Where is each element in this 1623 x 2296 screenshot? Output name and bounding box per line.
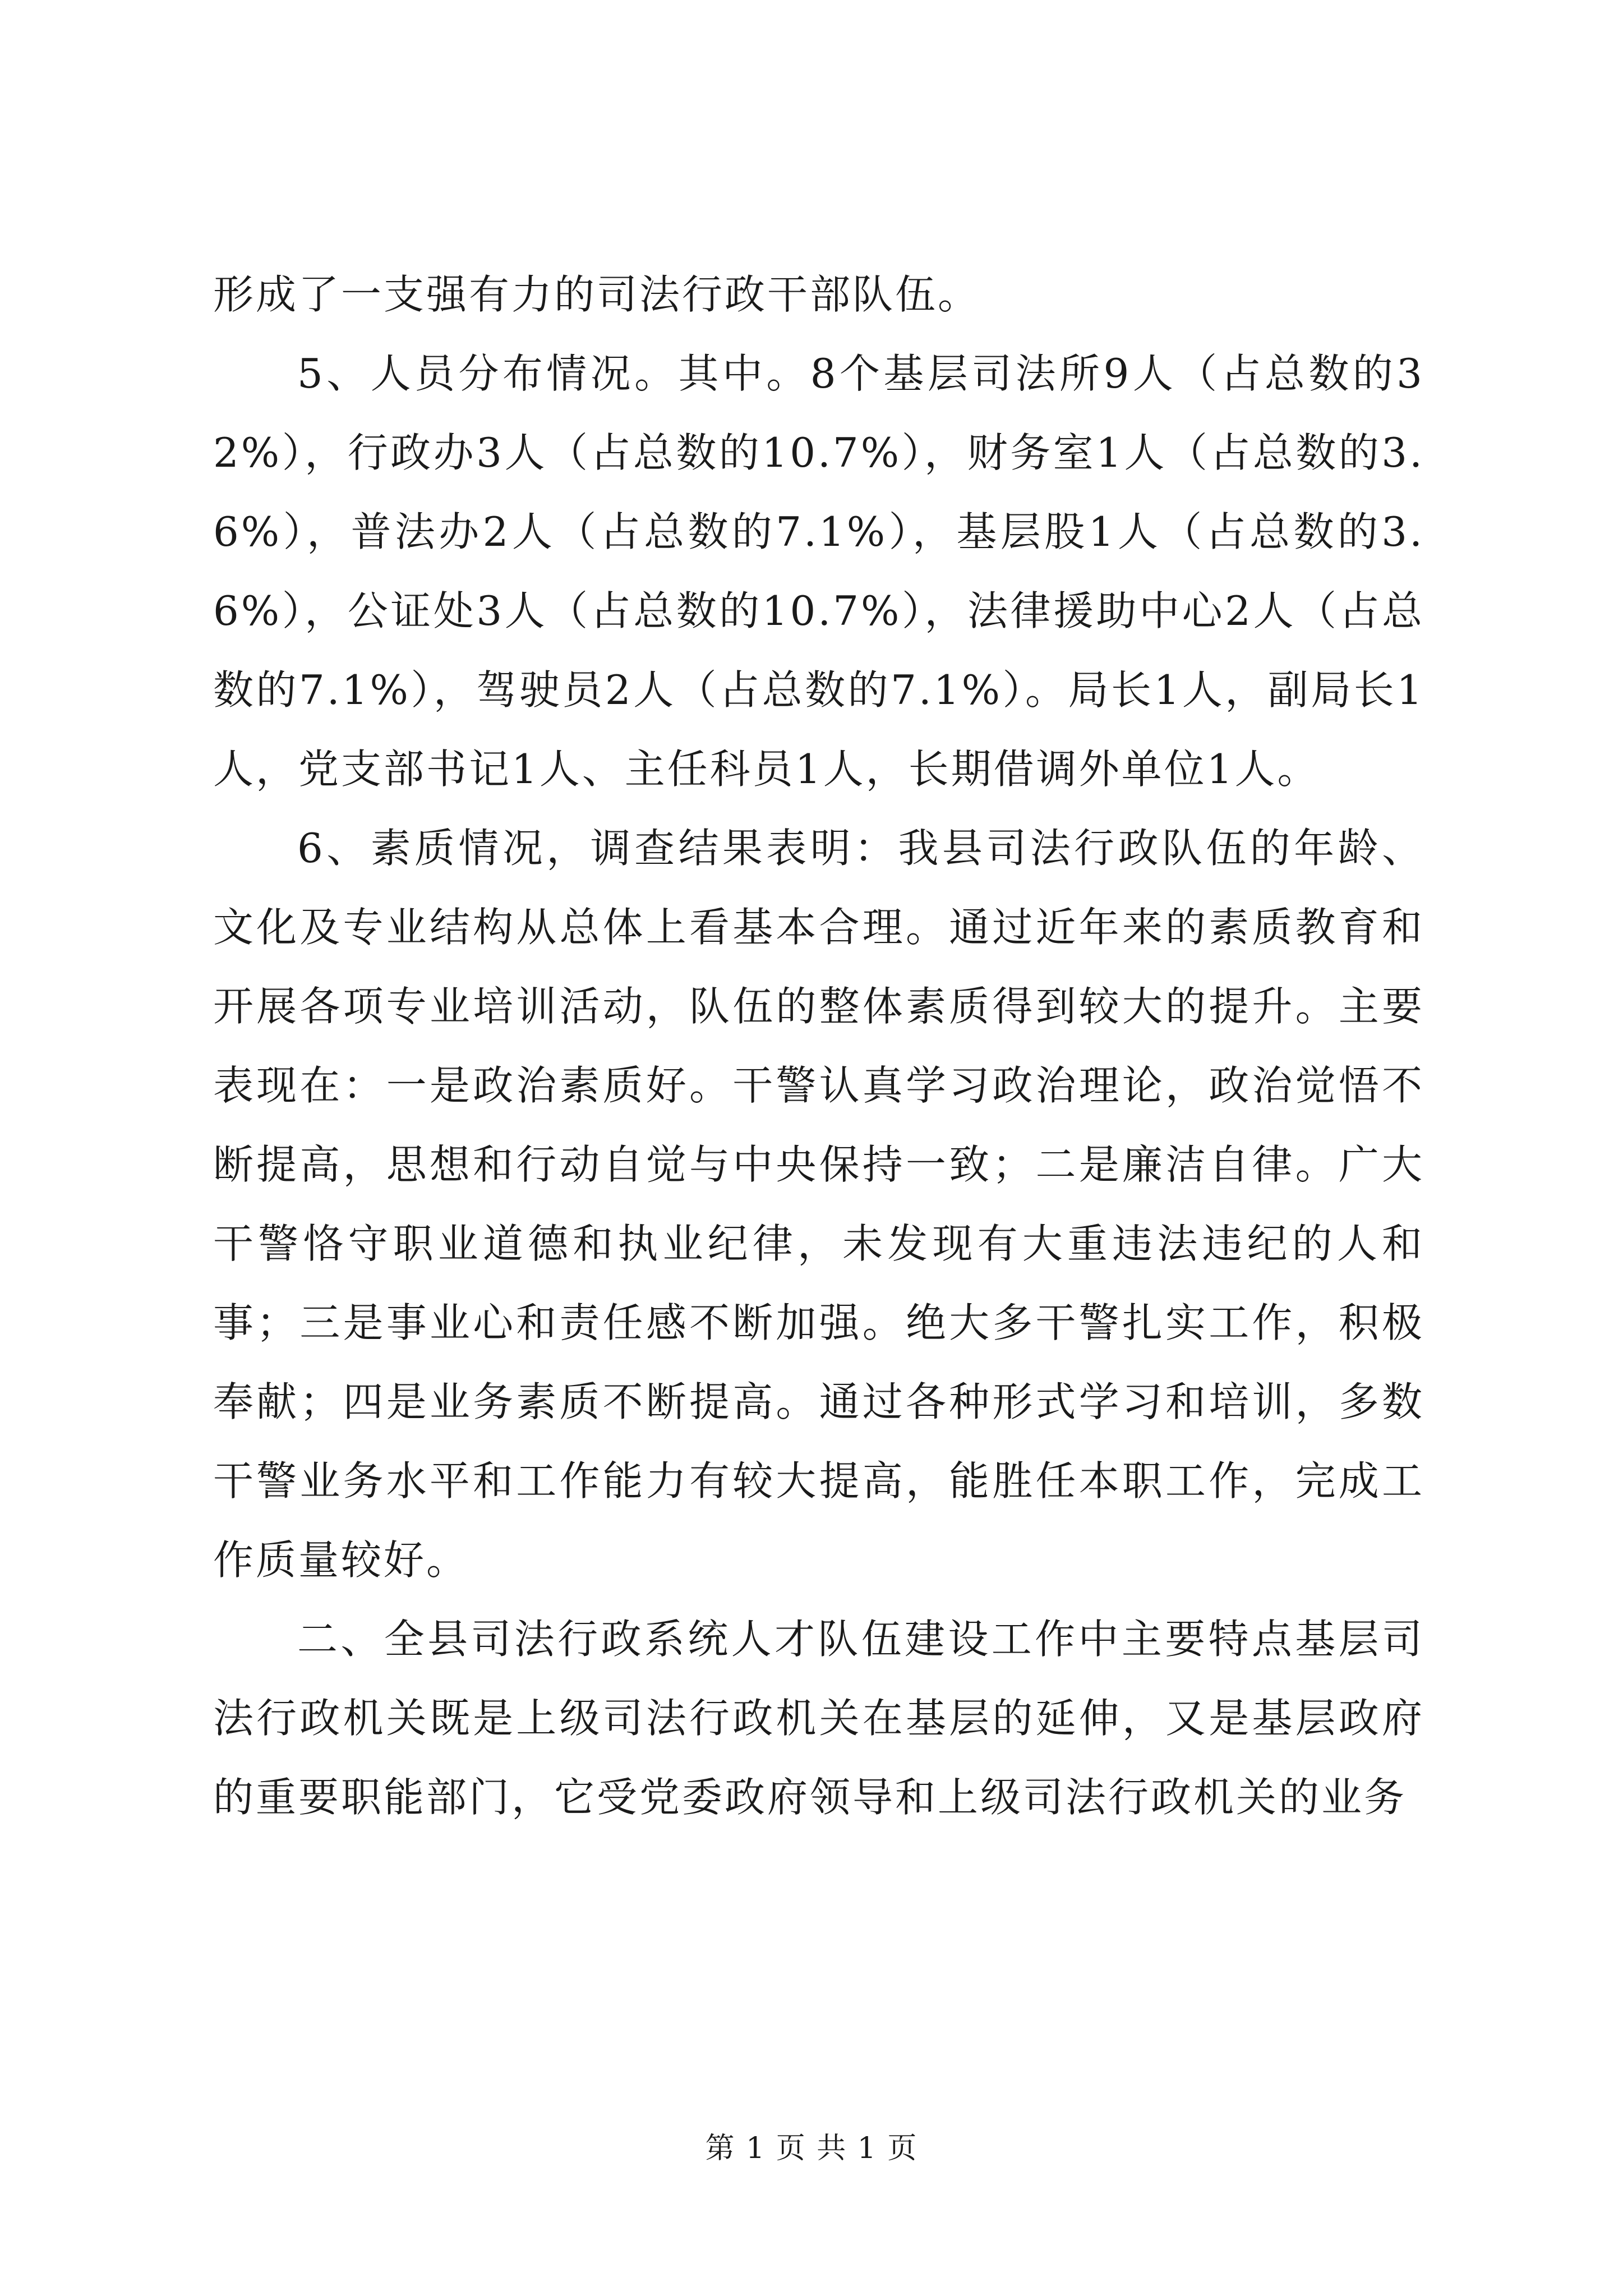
paragraph-continuation: 形成了一支强有力的司法行政干部队伍。: [213, 271, 981, 318]
paragraph-quality-situation: 6、素质情况，调查结果表明：我县司法行政队伍的年龄、文化及专业结构从总体上看基本合理。通过近年来的素质教育和开展各项专业培训活动，队伍的整体素质得到较大的提升。主要表现在：一是政治素质好。干警认真学习政治理论，政治觉悟不断提高，思想和行动自觉与中央保持一致；二是廉洁自律。广大干警恪守职业道德和执业纪律，未发现有大重违法违纪的人和事；三是事业心和责任感不断加强。绝大多干警扎实工作，积极奉献；四是业务素质不断提高。通过各种形式学习和培训，多数干警业务水平和工作能力有较大提高，能胜任本职工作，完成工作质量较好。: [213, 825, 1424, 1584]
paragraph-staff-distribution: 5、人员分布情况。其中。8个基层司法所9人（占总数的32%），行政办3人（占总数的10.7%），财务室1人（占总数的3.6%），普法办2人（占总数的7.1%），基层股1人（占总数的3.6%），公证处3人（占总数的10.7%），法律援助中心2人（占总数的7.1%），驾驶员2人（占总数的7.1%）。局长1人，副局长1人，党支部书记1人、主任科员1人，长期借调外单位1人。: [213, 350, 1424, 793]
paragraph-section-two: 二、全县司法行政系统人才队伍建设工作中主要特点基层司法行政机关既是上级司法行政机关在基层的延伸，又是基层政府的重要职能部门，它受党委政府领导和上级司法行政机关的业务: [213, 1616, 1424, 1821]
document-body: [213, 255, 1424, 1837]
page-footer: 第 1 页 共 1 页: [705, 2132, 918, 2165]
